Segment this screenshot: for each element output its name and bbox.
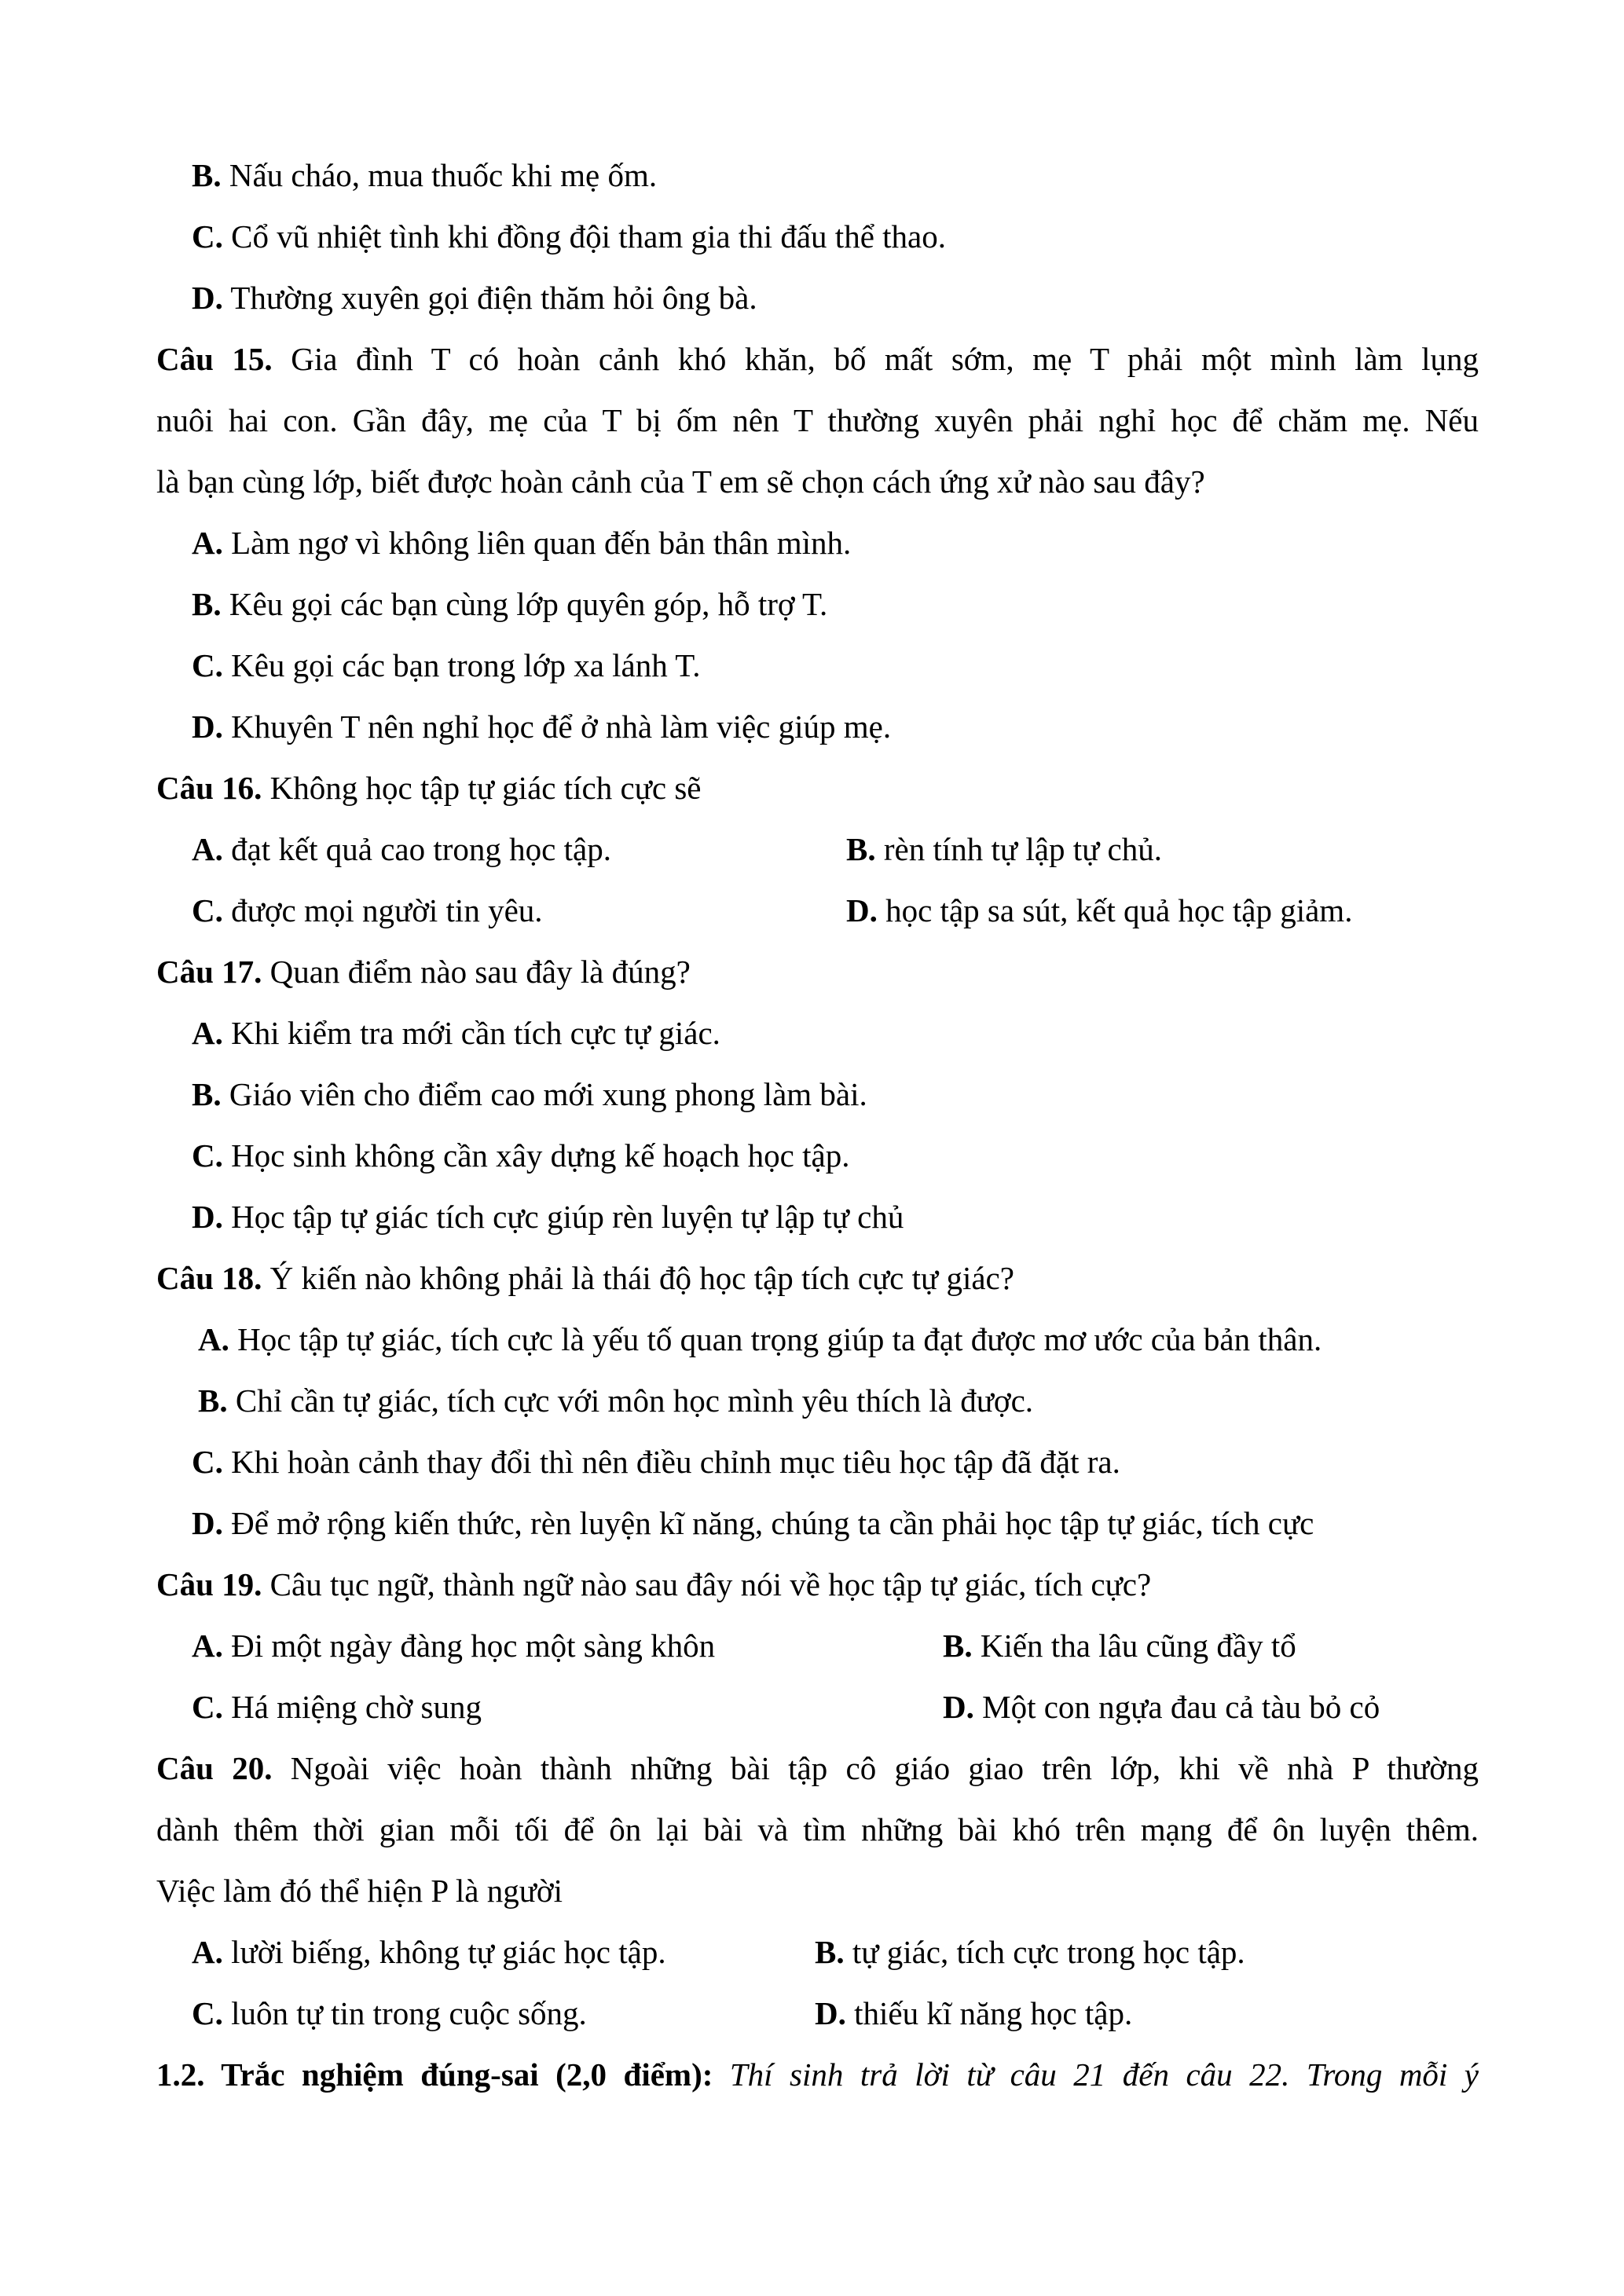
option-text: Khi kiểm tra mới cần tích cực tự giác. [231, 1015, 720, 1051]
option-label: A. [192, 831, 223, 867]
section-title: 1.2. Trắc nghiệm đúng-sai (2,0 điểm): [156, 2056, 713, 2093]
q15-option-a [192, 527, 851, 559]
option-label: D. [846, 892, 878, 928]
question-16 [156, 772, 701, 804]
question-label: Câu 18. [156, 1260, 262, 1296]
option-text: Nấu cháo, mua thuốc khi mẹ ốm. [229, 157, 658, 193]
option-label: D. [192, 1505, 223, 1541]
q15-option-d [192, 711, 891, 743]
q16-option-a [192, 833, 611, 866]
question-text: Gia đình T có hoàn cảnh khó khăn, bố mất sớm, mẹ T phải một mình làm lụng [291, 341, 1479, 377]
q19-option-a [192, 1630, 715, 1662]
option-text: luôn tự tin trong cuộc sống. [231, 1995, 587, 2031]
option-label: D. [192, 280, 223, 316]
option-text: Làm ngơ vì không liên quan đến bản thân mình. [231, 525, 852, 561]
prev-option-c [192, 218, 946, 255]
section-instruction: Thí sinh trả lời từ câu 21 đến câu 22. Trong mỗi ý [729, 2056, 1479, 2093]
section-heading [156, 2056, 1479, 2093]
prev-option-d [192, 282, 757, 314]
question-15-line-1 [156, 343, 1479, 375]
question-label: Câu 15. [156, 341, 273, 377]
question-text: Ý kiến nào không phải là thái độ học tập tích cực tự giác? [269, 1260, 1014, 1296]
q18-option-a [198, 1321, 1322, 1357]
question-label: Câu 19. [156, 1566, 262, 1602]
question-label: Câu 16. [156, 770, 262, 806]
q20-option-a [192, 1936, 666, 1968]
question-19 [156, 1566, 1152, 1602]
option-text: rèn tính tự lập tự chủ. [883, 831, 1163, 867]
q17-option-b [192, 1078, 867, 1111]
q17-option-d [192, 1201, 904, 1233]
question-17 [156, 956, 691, 988]
option-text: học tập sa sút, kết quả học tập giảm. [885, 892, 1353, 928]
option-label: A. [198, 1321, 229, 1357]
q15-option-b [192, 588, 827, 621]
q16-option-d [846, 892, 1353, 928]
q18-option-d [192, 1507, 1314, 1540]
option-text: Học tập tự giác, tích cực là yếu tố quan trọng giúp ta đạt được mơ ước của bản thân. [237, 1321, 1322, 1357]
option-text: Há miệng chờ sung [231, 1689, 482, 1725]
option-text: thiếu kĩ năng học tập. [854, 1995, 1133, 2031]
question-18 [156, 1262, 1014, 1294]
option-label: C. [192, 1995, 223, 2031]
prev-option-b [192, 159, 657, 192]
question-15-line-3: là bạn cùng lớp, biết được hoàn cảnh của T em sẽ chọn cách ứng xử nào sau đây? [156, 463, 1205, 500]
option-text: Kêu gọi các bạn trong lớp xa lánh T. [231, 647, 701, 683]
option-text: tự giác, tích cực trong học tập. [852, 1934, 1245, 1970]
q18-option-c [192, 1446, 1120, 1478]
option-text: Đi một ngày đàng học một sàng khôn [231, 1628, 716, 1664]
option-label: B. [815, 1934, 845, 1970]
option-text: Giáo viên cho điểm cao mới xung phong làm bài. [229, 1076, 867, 1112]
q15-option-c [192, 647, 701, 683]
question-text: Câu tục ngữ, thành ngữ nào sau đây nói về học tập tự giác, tích cực? [269, 1566, 1152, 1602]
question-20-line-2: dành thêm thời gian mỗi tối để ôn lại bài và tìm những bài khó trên mạng để ôn luyện thêm. [156, 1811, 1479, 1847]
option-text: lười biếng, không tự giác học tập. [231, 1934, 666, 1970]
question-text: Ngoài việc hoàn thành những bài tập cô giáo giao trên lớp, khi về nhà P thường [290, 1750, 1479, 1786]
option-label: C. [192, 1137, 223, 1174]
option-text: Khuyên T nên nghỉ học để ở nhà làm việc giúp mẹ. [231, 709, 892, 745]
q19-option-b [943, 1630, 1296, 1662]
option-label: B. [943, 1628, 973, 1664]
option-label: C. [192, 1689, 223, 1725]
option-text: được mọi người tin yêu. [231, 892, 543, 928]
option-text: đạt kết quả cao trong học tập. [231, 831, 611, 867]
q20-option-d [815, 1995, 1133, 2031]
option-label: D. [192, 1199, 223, 1235]
question-label: Câu 20. [156, 1750, 273, 1786]
option-label: C. [192, 218, 223, 255]
q19-option-d [943, 1691, 1380, 1723]
question-20-line-3: Việc làm đó thể hiện P là người [156, 1873, 563, 1909]
question-15-line-2: nuôi hai con. Gần đây, mẹ của T bị ốm nên T thường xuyên phải nghỉ học để chăm mẹ. Nếu [156, 402, 1479, 438]
option-text: Thường xuyên gọi điện thăm hỏi ông bà. [230, 280, 757, 316]
option-text: Một con ngựa đau cả tàu bỏ cỏ [982, 1689, 1380, 1725]
option-text: Kêu gọi các bạn cùng lớp quyên góp, hỗ trợ T. [229, 586, 828, 622]
option-label: B. [192, 157, 222, 193]
q18-option-b [198, 1382, 1034, 1419]
option-text: Chỉ cần tự giác, tích cực với môn học mình yêu thích là được. [235, 1382, 1034, 1419]
option-label: B. [198, 1382, 228, 1419]
option-label: C. [192, 892, 223, 928]
option-label: D. [943, 1689, 974, 1725]
q20-option-b [815, 1936, 1245, 1968]
option-label: B. [192, 586, 222, 622]
q16-option-c [192, 892, 543, 928]
option-label: C. [192, 1444, 223, 1480]
option-label: D. [192, 709, 223, 745]
question-text: Không học tập tự giác tích cực sẽ [269, 770, 702, 806]
option-label: C. [192, 647, 223, 683]
option-label: A. [192, 1015, 223, 1051]
option-label: B. [192, 1076, 222, 1112]
option-label: A. [192, 1934, 223, 1970]
option-label: A. [192, 1628, 223, 1664]
option-text: Học sinh không cần xây dựng kế hoạch học tập. [231, 1137, 850, 1174]
option-text: Cổ vũ nhiệt tình khi đồng đội tham gia thi đấu thể thao. [231, 218, 946, 255]
option-label: B. [846, 831, 876, 867]
q17-option-a [192, 1017, 720, 1049]
q17-option-c [192, 1137, 850, 1174]
question-text: Quan điểm nào sau đây là đúng? [269, 954, 691, 990]
question-20-line-1 [156, 1752, 1479, 1785]
option-label: D. [815, 1995, 846, 2031]
option-label: A. [192, 525, 223, 561]
option-text: Kiến tha lâu cũng đầy tổ [980, 1628, 1296, 1664]
option-text: Học tập tự giác tích cực giúp rèn luyện tự lập tự chủ [231, 1199, 904, 1235]
question-label: Câu 17. [156, 954, 262, 990]
q20-option-c [192, 1995, 587, 2031]
option-text: Để mở rộng kiến thức, rèn luyện kĩ năng, chúng ta cần phải học tập tự giác, tích cực [231, 1505, 1314, 1541]
q19-option-c [192, 1691, 482, 1723]
option-text: Khi hoàn cảnh thay đổi thì nên điều chỉnh mục tiêu học tập đã đặt ra. [231, 1444, 1120, 1480]
q16-option-b [846, 833, 1162, 866]
